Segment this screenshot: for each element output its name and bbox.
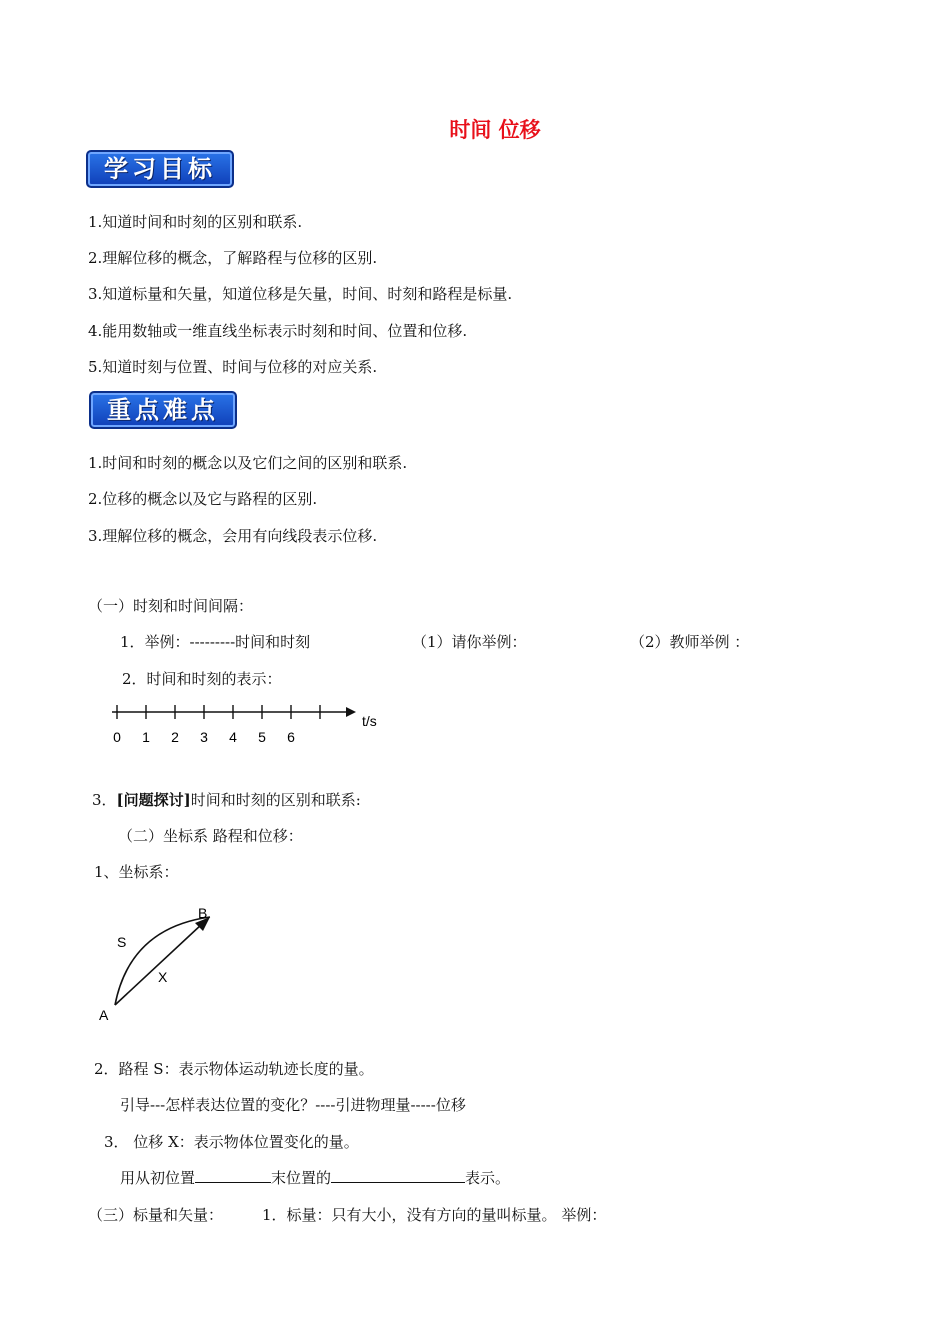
section-heading: （三）标量和矢量： <box>88 1206 224 1224</box>
problem-text: 时间和时刻的区别和联系: <box>190 791 361 809</box>
axis-unit-label: t/s <box>362 713 377 729</box>
section-heading: （二）坐标系 路程和位移： <box>118 827 303 845</box>
example-prompt-teacher: （2）教师举例 ： <box>630 633 750 651</box>
displacement-label: X <box>158 969 168 985</box>
displacement-diagram <box>90 900 230 1030</box>
coordinate-item: 1、坐标系： <box>94 863 179 881</box>
axis-tick-label: 6 <box>287 729 295 745</box>
fill-text: 表示。 <box>465 1169 511 1187</box>
path-label: S <box>117 934 127 950</box>
section-heading: （一）时刻和时间间隔： <box>88 597 254 615</box>
axis-tick-label: 3 <box>200 729 208 745</box>
goal-item: 2.理解位移的概念，了解路程与位移的区别. <box>88 249 378 267</box>
fill-text: 末位置的 <box>271 1169 332 1187</box>
problem-tag: [问题探讨] <box>116 791 191 809</box>
axis-tick-label: 1 <box>142 729 150 745</box>
point-a-label: A <box>99 1007 109 1023</box>
scalar-definition: 1．标量：只有大小，没有方向的量叫标量。 举例： <box>262 1206 607 1224</box>
fill-text: 用从初位置 <box>120 1169 196 1187</box>
displacement-definition: 3． 位移 X：表示物体位置变化的量。 <box>104 1133 359 1151</box>
goal-item: 1.知道时间和时刻的区别和联系. <box>88 213 303 231</box>
displacement-line <box>115 924 202 1005</box>
point-b-label: B <box>198 905 208 921</box>
problem-number: 3． <box>92 791 117 809</box>
example-item: 1．举例：---------时间和时刻 <box>120 633 311 651</box>
representation-item: 2．时间和时刻的表示： <box>122 670 282 688</box>
axis-tick-label: 0 <box>113 729 121 745</box>
path-definition: 2．路程 S：表示物体运动轨迹长度的量。 <box>94 1060 374 1078</box>
key-point-item: 1.时间和时刻的概念以及它们之间的区别和联系. <box>88 454 408 472</box>
goal-item: 3.知道标量和矢量，知道位移是矢量，时间、时刻和路程是标量. <box>88 285 513 303</box>
blank-line[interactable] <box>331 1168 465 1183</box>
blank-line[interactable] <box>195 1168 271 1183</box>
key-point-item: 3.理解位移的概念，会用有向线段表示位移. <box>88 527 378 545</box>
learning-goals-banner: 学习目标 <box>86 150 234 188</box>
axis-tick-label: 5 <box>258 729 266 745</box>
goal-item: 4.能用数轴或一维直线坐标表示时刻和时间、位置和位移. <box>88 322 468 340</box>
time-axis <box>104 698 394 750</box>
problem-item <box>92 790 361 810</box>
goal-item: 5.知道时刻与位置、时间与位移的对应关系. <box>88 358 378 376</box>
axis-tick-label: 2 <box>171 729 179 745</box>
key-point-item: 2.位移的概念以及它与路程的区别. <box>88 490 318 508</box>
example-prompt-student: （1）请你举例： <box>412 633 527 651</box>
axis-tick-label: 4 <box>229 729 237 745</box>
axis-arrow <box>346 707 356 717</box>
page-title: 时间 位移 <box>449 118 541 142</box>
fill-in-sentence <box>120 1168 510 1188</box>
key-points-banner: 重点难点 <box>89 391 237 429</box>
guide-text: 引导---怎样表达位置的变化？----引进物理量-----位移 <box>120 1096 466 1114</box>
